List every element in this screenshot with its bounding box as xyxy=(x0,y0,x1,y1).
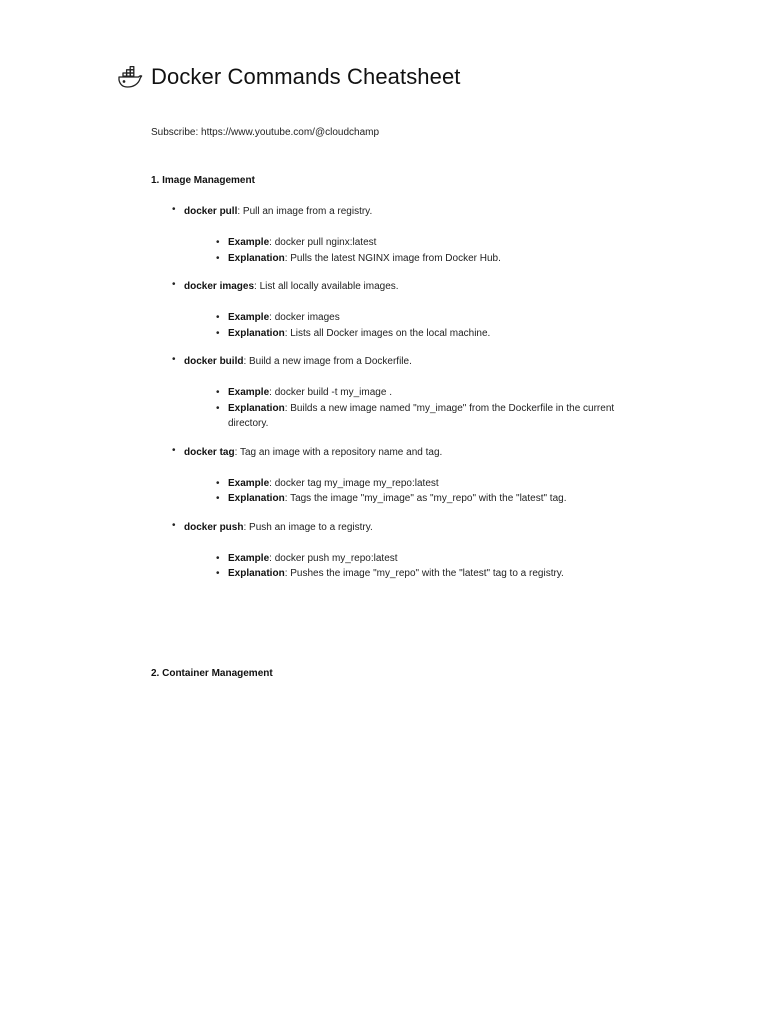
example-label: Example xyxy=(228,552,270,564)
command-line xyxy=(184,445,632,460)
example-label: Example xyxy=(228,237,270,248)
bullet: • xyxy=(172,444,176,456)
command-line xyxy=(184,204,632,219)
command-details xyxy=(216,385,632,432)
command-description: : Push an image to a registry. xyxy=(243,521,373,533)
bullet: • xyxy=(172,354,176,365)
example-item xyxy=(216,235,632,251)
docker-whale-icon xyxy=(117,64,143,90)
command-name: docker images xyxy=(184,281,255,292)
example-text: : docker push my_repo:latest xyxy=(269,552,398,564)
explanation-item xyxy=(216,566,632,582)
command-description: : Tag an image with a repository name and tag. xyxy=(234,446,443,458)
bullet: • xyxy=(216,252,220,264)
explanation-text: : Tags the image "my_image" as "my_repo" with the "latest" tag. xyxy=(284,493,567,504)
command-details xyxy=(216,235,632,266)
explanation-label: Explanation xyxy=(228,402,285,414)
explanation-text: : Pulls the latest NGINX image from Docker Hub. xyxy=(284,252,501,264)
title-row xyxy=(117,64,461,90)
section-heading-container-management: 2. Container Management xyxy=(151,668,273,679)
explanation-item xyxy=(216,401,632,432)
command-line xyxy=(184,354,632,369)
explanation-text: : Builds a new image named "my_image" from the Dockerfile in the current directory. xyxy=(228,402,615,429)
command-description: : Build a new image from a Dockerfile. xyxy=(243,356,412,367)
bullet: • xyxy=(216,402,220,414)
command-line xyxy=(184,279,632,294)
bullet: • xyxy=(216,493,220,504)
bullet: • xyxy=(172,279,176,290)
explanation-text: : Lists all Docker images on the local machine. xyxy=(284,327,491,339)
subscribe-line: Subscribe: https://www.youtube.com/@cloudchamp xyxy=(151,127,380,138)
example-label: Example xyxy=(228,387,270,398)
command-name: docker build xyxy=(184,356,244,367)
command-item xyxy=(172,520,632,582)
page-title: Docker Commands Cheatsheet xyxy=(151,64,461,89)
example-text: : docker pull nginx:latest xyxy=(269,237,377,248)
bullet: • xyxy=(216,312,220,323)
bullet: • xyxy=(216,568,220,579)
command-item xyxy=(172,279,632,341)
explanation-label: Explanation xyxy=(228,493,285,504)
explanation-item xyxy=(216,251,632,267)
command-details xyxy=(216,310,632,341)
example-item xyxy=(216,310,632,326)
explanation-label: Explanation xyxy=(228,568,285,579)
bullet: • xyxy=(172,519,176,531)
bullet: • xyxy=(216,237,220,248)
explanation-label: Explanation xyxy=(228,327,285,339)
command-name: docker tag xyxy=(184,446,235,458)
bullet: • xyxy=(216,387,220,398)
section-heading-image-management: 1. Image Management xyxy=(151,175,255,186)
example-label: Example xyxy=(228,477,270,489)
command-details xyxy=(216,476,632,507)
example-text: : docker images xyxy=(269,312,340,323)
example-text: : docker tag my_image my_repo:latest xyxy=(269,477,439,489)
image-commands-list xyxy=(172,204,632,595)
bullet: • xyxy=(216,477,220,489)
example-label: Example xyxy=(228,312,270,323)
command-details xyxy=(216,551,632,582)
command-item xyxy=(172,445,632,507)
explanation-item xyxy=(216,491,632,507)
command-name: docker push xyxy=(184,521,244,533)
example-item xyxy=(216,476,632,492)
command-description: : Pull an image from a registry. xyxy=(237,206,373,217)
explanation-item xyxy=(216,326,632,342)
example-item xyxy=(216,385,632,401)
example-item xyxy=(216,551,632,567)
bullet: • xyxy=(216,552,220,564)
command-item xyxy=(172,204,632,266)
command-item xyxy=(172,354,632,432)
command-line xyxy=(184,520,632,535)
command-name: docker pull xyxy=(184,206,238,217)
bullet: • xyxy=(216,327,220,339)
command-description: : List all locally available images. xyxy=(254,281,399,292)
explanation-label: Explanation xyxy=(228,252,285,264)
explanation-text: : Pushes the image "my_repo" with the "latest" tag to a registry. xyxy=(284,568,564,579)
bullet: • xyxy=(172,204,176,215)
example-text: : docker build -t my_image . xyxy=(269,387,392,398)
